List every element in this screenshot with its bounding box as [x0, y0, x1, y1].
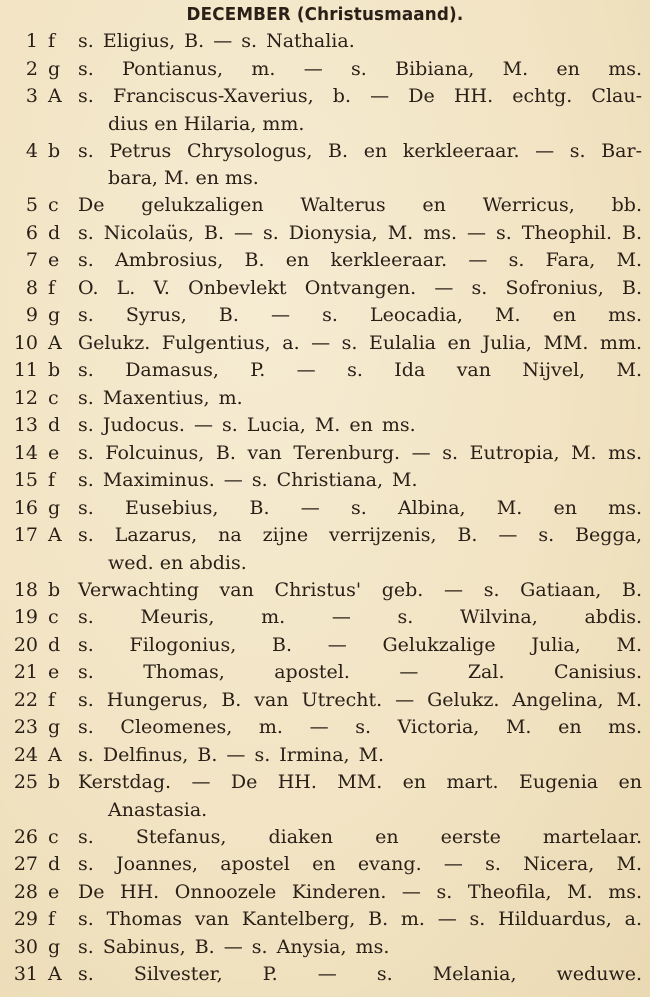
day-entry: [0, 440, 650, 468]
day-number: 18: [13, 578, 38, 601]
day-entry: [0, 687, 650, 715]
day-entry: [0, 412, 650, 440]
day-entry: [0, 302, 650, 330]
day-number: 17: [13, 524, 38, 546]
day-number: 9: [25, 304, 38, 326]
dominical-letter: f: [48, 469, 56, 491]
day-number: 20: [13, 633, 38, 656]
dominical-letter: A: [48, 331, 62, 354]
day-list: [0, 28, 650, 989]
day-number: 10: [13, 331, 38, 354]
day-entry: [0, 247, 650, 275]
saints-line: Gelukz. Fulgentius, a. — s. Eulalia en Julia, MM. mm.: [78, 331, 642, 354]
saints-line: s. Maximinus. — s. Christiana, M.: [78, 469, 418, 491]
saints-line: s. Filogonius, B. — Gelukzalige Julia, M.: [78, 633, 642, 656]
saints-text: [78, 385, 642, 413]
day-number: 1: [25, 30, 38, 52]
saints-line: s. Joannes, apostel en evang. — s. Nicera, M.: [78, 853, 642, 875]
saints-text: [78, 604, 642, 632]
dominical-letter: c: [48, 825, 59, 848]
day-entry: [0, 220, 650, 248]
dominical-letter: d: [48, 414, 61, 436]
saints-line: s. Stefanus, diaken en eerste martelaar.: [78, 825, 642, 848]
dominical-letter: f: [48, 688, 56, 711]
saints-line: s. Eusebius, B. — s. Albina, M. en ms.: [78, 496, 642, 519]
saints-text: [78, 769, 642, 824]
day-number: 21: [13, 661, 38, 683]
saints-text: [78, 247, 642, 275]
saints-line: s. Cleomenes, m. — s. Victoria, M. en ms.: [78, 716, 642, 738]
day-entry: [0, 56, 650, 84]
dominical-letter: c: [48, 386, 59, 409]
day-entry: [0, 742, 650, 770]
day-number: 24: [13, 743, 38, 766]
saints-text: [78, 83, 642, 138]
saints-line-continued: Anastasia.: [108, 798, 208, 821]
saints-line: s. Hungerus, B. van Utrecht. — Gelukz. Angelina, M.: [78, 688, 642, 711]
day-entry: [0, 851, 650, 879]
dominical-letter: f: [48, 30, 56, 52]
day-number: 19: [13, 606, 38, 628]
dominical-letter: g: [48, 304, 61, 326]
saints-text: [78, 56, 642, 84]
saints-text: [78, 28, 642, 56]
day-entry: [0, 714, 650, 742]
day-entry: [0, 138, 650, 193]
day-number: 5: [25, 194, 38, 216]
dominical-letter: e: [48, 249, 60, 271]
dominical-letter: A: [48, 963, 62, 985]
saints-text: [78, 467, 642, 495]
saints-text: [78, 879, 642, 907]
saints-line: s. Syrus, B. — s. Leocadia, M. en ms.: [78, 304, 642, 326]
saints-text: [78, 192, 642, 220]
day-entry: [0, 28, 650, 56]
saints-line: s. Nicolaüs, B. — s. Dionysia, M. ms. — s. Theophil. B.: [78, 221, 642, 244]
day-entry: [0, 522, 650, 577]
saints-text: [78, 659, 642, 687]
day-entry: [0, 467, 650, 495]
day-number: 29: [13, 908, 38, 930]
saints-line: s. Folcuinus, B. van Terenburg. — s. Eutropia, M. ms.: [78, 441, 642, 464]
day-number: 27: [13, 853, 38, 875]
saints-text: [78, 357, 642, 385]
dominical-letter: e: [48, 441, 60, 464]
dominical-letter: c: [48, 606, 59, 628]
saints-text: [78, 961, 642, 989]
day-number: 23: [13, 716, 38, 738]
saints-text: [78, 330, 642, 358]
saints-text: [78, 714, 642, 742]
day-entry: [0, 577, 650, 605]
day-number: 31: [13, 963, 38, 985]
saints-line: s. Ambrosius, B. en kerkleeraar. — s. Fara, M.: [78, 249, 642, 271]
saints-line: s. Damasus, P. — s. Ida van Nijvel, M.: [78, 359, 642, 381]
day-number: 2: [25, 57, 38, 80]
dominical-letter: b: [48, 771, 61, 793]
saints-line: Verwachting van Christus' geb. — s. Gatiaan, B.: [78, 578, 642, 601]
day-number: 30: [13, 935, 38, 958]
dominical-letter: d: [48, 221, 61, 244]
dominical-letter: A: [48, 85, 62, 107]
saints-line: s. Lazarus, na zijne verrijzenis, B. — s. Begga,: [78, 524, 642, 546]
saints-text: [78, 577, 642, 605]
saints-text: [78, 906, 642, 934]
dominical-letter: g: [48, 496, 61, 519]
saints-line-continued: bara, M. en ms.: [108, 167, 259, 189]
saints-line: s. Silvester, P. — s. Melania, weduwe.: [78, 963, 642, 985]
day-entry: [0, 83, 650, 138]
day-number: 4: [25, 139, 38, 162]
day-entry: [0, 824, 650, 852]
saints-line: s. Thomas van Kantelberg, B. m. — s. Hilduardus, a.: [78, 908, 642, 930]
day-number: 8: [25, 276, 38, 299]
dominical-letter: A: [48, 524, 62, 546]
saints-text: [78, 824, 642, 852]
saints-text: [78, 440, 642, 468]
day-number: 6: [25, 221, 38, 244]
day-entry: [0, 961, 650, 989]
saints-text: [78, 138, 642, 193]
saints-text: [78, 632, 642, 660]
saints-text: [78, 220, 642, 248]
saints-line: s. Delfinus, B. — s. Irmina, M.: [78, 743, 385, 766]
dominical-letter: f: [48, 908, 56, 930]
day-number: 13: [13, 414, 38, 436]
day-number: 25: [13, 771, 38, 793]
saints-line: s. Petrus Chrysologus, B. en kerkleeraar. — s. Bar-: [78, 139, 642, 162]
saints-text: [78, 275, 642, 303]
day-entry: [0, 275, 650, 303]
saints-text: [78, 302, 642, 330]
day-number: 11: [13, 359, 38, 381]
day-entry: [0, 604, 650, 632]
saints-line-continued: dius en Hilaria, mm.: [108, 112, 305, 135]
dominical-letter: d: [48, 853, 61, 875]
saints-text: [78, 687, 642, 715]
saints-text: [78, 934, 642, 962]
day-entry: [0, 906, 650, 934]
saints-line-continued: wed. en abdis.: [108, 551, 247, 574]
dominical-letter: A: [48, 743, 62, 766]
saints-text: [78, 522, 642, 577]
day-entry: [0, 769, 650, 824]
day-entry: [0, 192, 650, 220]
saints-line: s. Sabinus, B. — s. Anysia, ms.: [78, 935, 390, 958]
saints-text: [78, 851, 642, 879]
day-entry: [0, 632, 650, 660]
saints-text: [78, 742, 642, 770]
day-number: 15: [13, 469, 38, 491]
saints-text: [78, 412, 642, 440]
day-number: 16: [13, 496, 38, 519]
saints-line: s. Franciscus-Xaverius, b. — De HH. echtg. Clau-: [78, 85, 642, 107]
saints-line: Kerstdag. — De HH. MM. en mart. Eugenia en: [78, 771, 642, 793]
dominical-letter: b: [48, 139, 61, 162]
saints-line: s. Judocus. — s. Lucia, M. en ms.: [78, 414, 416, 436]
dominical-letter: g: [48, 935, 61, 958]
month-title: DECEMBER (Christusmaand).: [186, 4, 464, 25]
day-entry: [0, 879, 650, 907]
day-number: 14: [13, 441, 38, 464]
saints-text: [78, 495, 642, 523]
dominical-letter: g: [48, 716, 61, 738]
day-entry: [0, 330, 650, 358]
dominical-letter: b: [48, 359, 61, 381]
day-number: 3: [25, 85, 38, 107]
day-number: 12: [13, 386, 38, 409]
day-number: 28: [13, 880, 38, 903]
saints-line: De HH. Onnoozele Kinderen. — s. Theofila, M. ms.: [78, 880, 642, 903]
dominical-letter: c: [48, 194, 59, 216]
dominical-letter: d: [48, 633, 61, 656]
day-entry: [0, 385, 650, 413]
day-number: 26: [13, 825, 38, 848]
dominical-letter: f: [48, 276, 56, 299]
dominical-letter: g: [48, 57, 61, 80]
saints-line: s. Thomas, apostel. — Zal. Canisius.: [78, 661, 642, 683]
day-entry: [0, 934, 650, 962]
day-entry: [0, 495, 650, 523]
day-number: 7: [25, 249, 38, 271]
saints-line: s. Pontianus, m. — s. Bibiana, M. en ms.: [78, 57, 642, 80]
saints-line: De gelukzaligen Walterus en Werricus, bb.: [78, 194, 642, 216]
saints-line: s. Maxentius, m.: [78, 386, 243, 409]
saints-line: s. Eligius, B. — s. Nathalia.: [78, 30, 355, 52]
day-entry: [0, 357, 650, 385]
day-entry: [0, 659, 650, 687]
saints-line: s. Meuris, m. — s. Wilvina, abdis.: [78, 606, 642, 628]
dominical-letter: e: [48, 880, 60, 903]
saints-line: O. L. V. Onbevlekt Ontvangen. — s. Sofronius, B.: [78, 276, 642, 299]
dominical-letter: b: [48, 578, 61, 601]
day-number: 22: [13, 688, 38, 711]
dominical-letter: e: [48, 661, 60, 683]
